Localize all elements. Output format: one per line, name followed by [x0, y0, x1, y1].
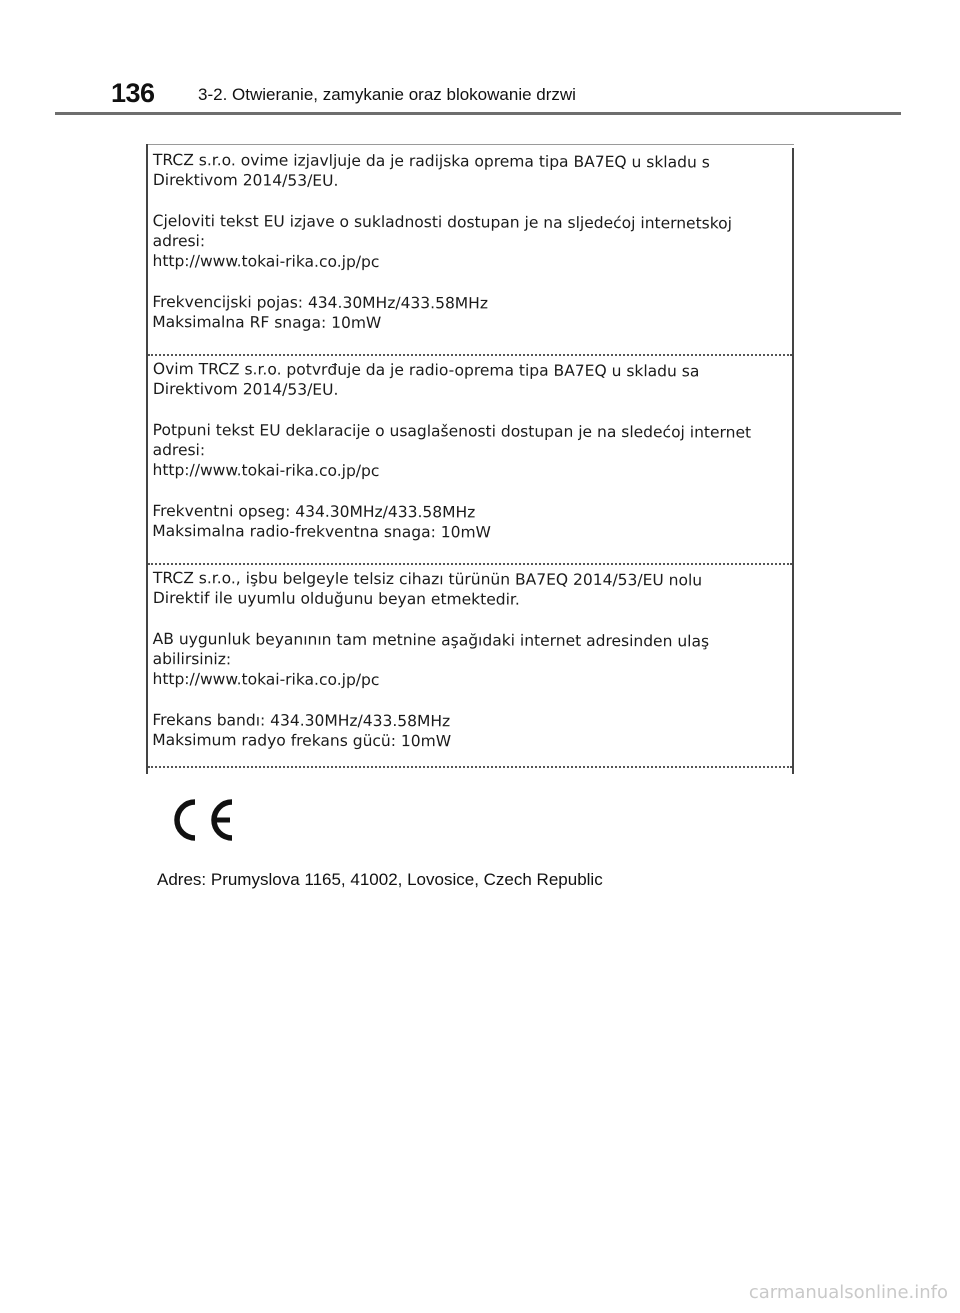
statement-line: TRCZ s.r.o. ovime izjavljuje da je radijska oprema tipa BA7EQ u skladu s: [152, 150, 710, 172]
scan-border-left: [146, 144, 148, 774]
scan-border-right: [792, 148, 794, 774]
full-text-line: Potpuni tekst EU deklaracije o usaglašenosti dostupan je na sledećoj internet: [152, 420, 752, 442]
frequency-band: Frekans bandı: 434.30MHz/433.58MHz: [152, 710, 451, 731]
statement-line: Direktivom 2014/53/EU.: [152, 379, 339, 399]
declaration-url: http://www.tokai-rika.co.jp/pc: [152, 460, 380, 480]
declaration-croatian: [152, 150, 788, 335]
max-power: Maksimum radyo frekans gücü: 10mW: [152, 730, 452, 751]
full-text-line: Cjeloviti tekst EU izjave o sukladnosti dostupan je na sljedećoj internetskoj: [152, 211, 733, 233]
full-text-line: abilirsiniz:: [152, 649, 232, 669]
section-divider: [148, 563, 792, 565]
declaration-serbian: [152, 359, 788, 544]
scan-border-top: [146, 144, 794, 145]
declaration-turkish: [152, 568, 788, 753]
ce-mark-icon: [168, 797, 234, 843]
section-divider: [148, 766, 792, 768]
declaration-scan: [146, 144, 794, 774]
statement-line: Direktivom 2014/53/EU.: [152, 170, 339, 190]
declaration-url: http://www.tokai-rika.co.jp/pc: [152, 669, 380, 689]
full-text-line: adresi:: [152, 440, 206, 460]
page-number: 136: [111, 78, 155, 108]
full-text-line: AB uygunluk beyanının tam metnine aşağıdaki internet adresinden ulaş: [152, 629, 710, 651]
max-power: Maksimalna RF snaga: 10mW: [152, 312, 382, 332]
section-title: 3-2. Otwieranie, zamykanie oraz blokowanie drzwi: [198, 85, 576, 104]
max-power: Maksimalna radio-frekventna snaga: 10mW: [152, 521, 491, 542]
manufacturer-address: Adres: Prumyslova 1165, 41002, Lovosice, Czech Republic: [157, 870, 603, 889]
watermark: carmanualsonline.info: [748, 1282, 948, 1303]
full-text-line: adresi:: [152, 231, 206, 251]
statement-line: Ovim TRCZ s.r.o. potvrđuje da je radio-oprema tipa BA7EQ u skladu sa: [152, 360, 700, 381]
frequency-band: Frekvencijski pojas: 434.30MHz/433.58MHz: [152, 292, 489, 313]
section-divider: [148, 354, 792, 356]
statement-line: Direktif ile uyumlu olduğunu beyan etmektedir.: [152, 588, 520, 609]
declaration-url: http://www.tokai-rika.co.jp/pc: [152, 251, 380, 271]
statement-line: TRCZ s.r.o., işbu belgeyle telsiz cihazı türünün BA7EQ 2014/53/EU nolu: [152, 569, 703, 590]
frequency-band: Frekventni opseg: 434.30MHz/433.58MHz: [152, 501, 476, 522]
header-rule: [55, 112, 901, 115]
